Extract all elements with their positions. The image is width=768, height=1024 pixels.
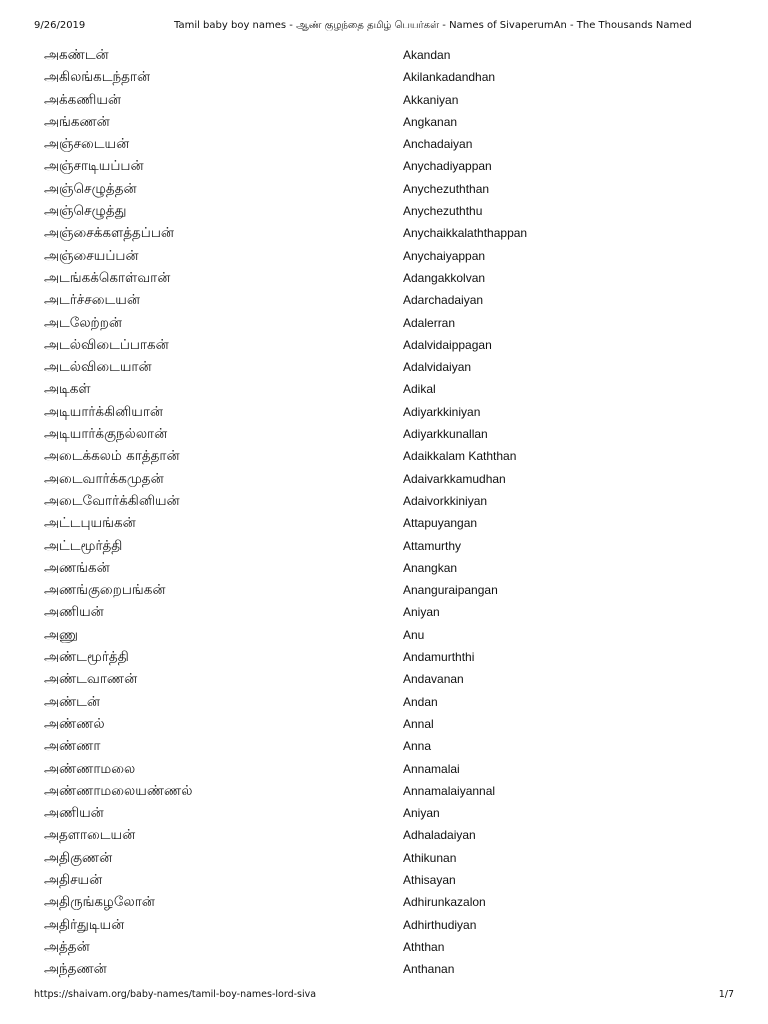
name-row [0, 89, 768, 111]
english-name: Aththan [403, 939, 445, 954]
english-name: Annamalaiyannal [403, 783, 496, 798]
name-row [0, 468, 768, 490]
tamil-name: அடல்விடையான் [44, 359, 152, 376]
english-name: Athikunan [403, 850, 457, 865]
tamil-name: அஞ்செழுத்து [44, 203, 127, 220]
english-name: Adhirunkazalon [403, 895, 486, 910]
name-row [0, 155, 768, 177]
name-row [0, 133, 768, 155]
name-row [0, 490, 768, 512]
name-row [0, 758, 768, 780]
english-name: Athisayan [403, 872, 456, 887]
english-name: Anychezuththan [403, 181, 490, 196]
english-name: Annamalai [403, 761, 460, 776]
name-row [0, 802, 768, 824]
page-title: Tamil baby boy names - ஆண் குழந்தை தமிழ் பெயர்கள் - Names of SivaperumAn - The Thousands Named [174, 20, 692, 31]
name-row [0, 891, 768, 913]
name-row [0, 535, 768, 557]
tamil-name: அடைவார்க்கமுதன் [44, 470, 164, 487]
english-name: Adiyarkkunallan [403, 427, 488, 442]
page-number: 1/7 [718, 989, 734, 1000]
page-header [34, 18, 734, 34]
english-name: Adalerran [403, 315, 456, 330]
tamil-name: அஞ்சைக்களத்தப்பன் [44, 225, 174, 242]
name-row [0, 936, 768, 958]
english-name: Anangkan [403, 560, 458, 575]
name-row [0, 958, 768, 980]
name-row [0, 601, 768, 623]
name-row [0, 646, 768, 668]
english-name: Anychaikkalaththappan [403, 226, 528, 241]
page-footer [34, 988, 734, 1002]
name-row [0, 44, 768, 66]
page-url: https://shaivam.org/baby-names/tamil-boy-names-lord-siva [34, 989, 317, 1000]
name-row [0, 713, 768, 735]
name-row [0, 66, 768, 88]
tamil-name: அணியன் [44, 604, 104, 621]
english-name: Anychadiyappan [403, 159, 492, 174]
english-name: Andavanan [403, 672, 464, 687]
tamil-name: அத்தன் [44, 938, 90, 955]
tamil-name: அண்ணாமலையண்ணல் [44, 782, 193, 799]
english-name: Akandan [403, 48, 451, 62]
english-name: Anu [403, 627, 425, 642]
name-row [0, 668, 768, 690]
tamil-name: அடர்ச்சடையன் [44, 292, 140, 309]
name-row [0, 267, 768, 289]
english-name: Andamurththi [403, 650, 475, 665]
tamil-name: அணங்கன் [44, 559, 110, 576]
name-row [0, 222, 768, 244]
tamil-name: அஞ்சடையன் [44, 136, 130, 153]
english-name: Adalvidaippagan [403, 337, 492, 352]
english-name: Adangakkolvan [403, 270, 486, 285]
print-date: 9/26/2019 [34, 20, 86, 31]
tamil-name: அணங்குறைபங்கன் [44, 582, 166, 599]
english-name: Aniyan [403, 605, 440, 620]
names-list [0, 44, 768, 980]
name-row [0, 334, 768, 356]
english-name: Adhaladaiyan [403, 828, 476, 843]
english-name: Anychaiyappan [403, 248, 486, 263]
english-name: Adalvidaiyan [403, 360, 472, 375]
tamil-name: அண்டன் [44, 693, 101, 710]
tamil-name: அண்டவாணன் [44, 671, 138, 688]
english-name: Adikal [403, 382, 436, 397]
tamil-name: அண்ணல் [44, 715, 105, 732]
name-row [0, 691, 768, 713]
name-row [0, 735, 768, 757]
english-name: Adaivarkkamudhan [403, 471, 506, 486]
english-name: Anthanan [403, 962, 455, 977]
tamil-name: அங்கணன் [44, 113, 110, 130]
english-name: Attamurthy [403, 538, 462, 553]
tamil-name: அணியன் [44, 805, 104, 822]
tamil-name: அண்டமூர்த்தி [44, 649, 129, 666]
tamil-name: அதளாடையன் [44, 827, 136, 844]
name-row [0, 579, 768, 601]
name-row [0, 312, 768, 334]
tamil-name: அடைவோர்க்கினியன் [44, 492, 180, 509]
name-row [0, 824, 768, 846]
english-name: Ananguraipangan [403, 583, 498, 598]
tamil-name: அதிசயன் [44, 871, 103, 888]
tamil-name: அண்ணாமலை [44, 760, 136, 777]
english-name: Annal [403, 716, 434, 731]
tamil-name: அந்தணன் [44, 961, 107, 978]
name-row [0, 401, 768, 423]
tamil-name: அஞ்சையப்பன் [44, 247, 139, 264]
tamil-name: அடலேற்றன் [44, 314, 123, 331]
tamil-name: அஞ்சாடியப்பன் [44, 158, 144, 175]
english-name: Aniyan [403, 806, 440, 821]
english-name: Adiyarkkiniyan [403, 404, 481, 419]
name-row [0, 780, 768, 802]
english-name: Andan [403, 694, 438, 709]
english-name: Adarchadaiyan [403, 293, 484, 308]
tamil-name: அடியார்க்கினியான் [44, 403, 163, 420]
tamil-name: அடைக்கலம் காத்தான் [44, 448, 180, 465]
english-name: Attapuyangan [403, 516, 478, 531]
english-name: Adhirthudiyan [403, 917, 477, 932]
name-row [0, 914, 768, 936]
tamil-name: அடிகள் [44, 381, 91, 398]
tamil-name: அஞ்செழுத்தன் [44, 180, 137, 197]
english-name: Adaivorkkiniyan [403, 493, 488, 508]
name-row [0, 178, 768, 200]
tamil-name: அதிகுணன் [44, 849, 113, 866]
name-row [0, 423, 768, 445]
name-row [0, 200, 768, 222]
name-row [0, 378, 768, 400]
name-row [0, 111, 768, 133]
tamil-name: அக்கணியன் [44, 91, 122, 108]
name-row [0, 557, 768, 579]
tamil-name: அட்டமூர்த்தி [44, 537, 123, 554]
name-row [0, 356, 768, 378]
tamil-name: அகண்டன் [44, 47, 109, 63]
english-name: Anna [403, 739, 432, 754]
english-name: Angkanan [403, 114, 458, 129]
tamil-name: அதிர்துடியன் [44, 916, 125, 933]
name-row [0, 445, 768, 467]
name-row [0, 847, 768, 869]
name-row [0, 624, 768, 646]
english-name: Anychezuththu [403, 204, 483, 219]
tamil-name: அகிலங்கடந்தான் [44, 69, 151, 86]
name-row [0, 869, 768, 891]
tamil-name: அடல்விடைப்பாகன் [44, 336, 169, 353]
tamil-name: அடங்கக்கொள்வான் [44, 269, 171, 286]
name-row [0, 512, 768, 534]
english-name: Akilankadandhan [403, 70, 496, 85]
tamil-name: அணு [44, 626, 78, 643]
tamil-name: அட்டபுயங்கன் [44, 515, 136, 532]
tamil-name: அண்ணா [44, 738, 101, 755]
name-row [0, 289, 768, 311]
name-row [0, 245, 768, 267]
english-name: Akkaniyan [403, 92, 459, 107]
english-name: Anchadaiyan [403, 137, 473, 152]
english-name: Adaikkalam Kaththan [403, 449, 517, 464]
tamil-name: அதிருங்கழலோன் [44, 894, 155, 911]
tamil-name: அடியார்க்குநல்லான் [44, 426, 168, 443]
